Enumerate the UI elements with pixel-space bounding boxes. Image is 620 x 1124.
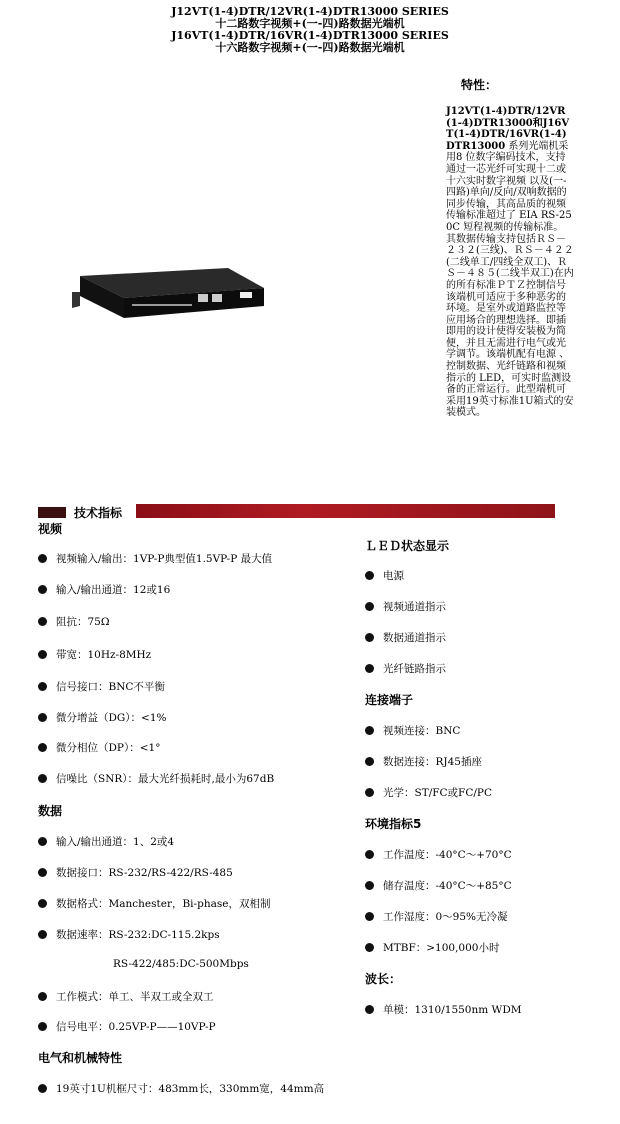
connectors-heading: 连接端子 [365, 693, 414, 707]
list-item: 信号接口：BNC不平衡 [38, 679, 165, 694]
list-item: 光纤链路指示 [365, 661, 446, 676]
bullet-icon [365, 664, 374, 673]
list-item: 19英寸1U机框尺寸：483mm长，330mm宽，44mm高 [38, 1081, 324, 1096]
video-heading: 视频 [38, 522, 63, 536]
bullet-icon [365, 850, 374, 859]
list-item: 视频通道指示 [365, 599, 446, 614]
bullet-icon [38, 899, 47, 908]
bullet-icon [365, 633, 374, 642]
mech-heading: 电气和机械特性 [38, 1051, 123, 1065]
list-item: 信噪比（SNR）：最大光纤损耗时,最小为67dB [38, 771, 274, 786]
features-heading: 特性： [461, 78, 498, 92]
bullet-icon [38, 743, 47, 752]
features-body-text: 系列光端机采用8 位数字编码技术，支持通过一芯光纤可实现十二或十六实时数字视频 以及(一-四路)单向/反向/双响数据的同步传输，其高品质的视频传输标准超过了 EIA RS-250C 短程视频的传输标准。 其数据传输支持包括ＲＳ－２３２(三线)、ＲＳ－４２２(二线单工/四线全双工)、ＲＳ－４８５(二线半双工)在内的所有标准ＰＴＺ控制信号该端机可适应于多种恶劣的环境。是室外或道路监控等应用场合的理想选择。即插即用的设计使得安装极为简便，并且无需进行电气或光学调节。该端机配有电源 、控制数据、光纤链路和视频指示的 LED，可实时监测设备的正常运行。此型端机可采用19英寸标准1U箱式的安装模式。 [446, 140, 574, 419]
bullet-icon [365, 881, 374, 890]
bullet-icon [38, 868, 47, 877]
specs-heading-bar [38, 504, 555, 518]
list-item: 数据通道指示 [365, 630, 446, 645]
bullet-icon [38, 650, 47, 659]
list-item: 光学：ST/FC或FC/PC [365, 785, 492, 800]
bullet-icon [38, 1084, 47, 1093]
page-title-block [0, 6, 620, 54]
data-rate-continuation: RS-422/485:DC-500Mbps [113, 958, 249, 970]
list-item: 阻抗：75Ω [38, 614, 110, 629]
specs-heading: 技术指标 [74, 506, 123, 520]
list-item: 微分相位（DP）：<1° [38, 740, 160, 755]
specs-bar-dark-block [38, 507, 66, 518]
wavelength-heading: 波长： [365, 972, 402, 986]
bullet-icon [365, 943, 374, 952]
title-line-1: J12VT(1-4)DTR/12VR(1-4)DTR13000 SERIES [171, 5, 449, 18]
list-item: 信号电平：0.25VP-P——10VP-P [38, 1019, 216, 1034]
features-model-text: J12VT(1-4)DTR/12VR(1-4)DTR13000和J16VT(1-4)DTR/16VR(1-4)DTR13000 [446, 106, 570, 152]
list-item: 单模：1310/1550nm WDM [365, 1002, 522, 1017]
bullet-icon [38, 1022, 47, 1031]
environment-heading: 环境指标5 [365, 817, 422, 831]
bullet-icon [38, 617, 47, 626]
bullet-icon [38, 554, 47, 563]
list-item: 微分增益（DG）：<1% [38, 710, 167, 725]
title-line-3: J16VT(1-4)DTR/16VR(1-4)DTR13000 SERIES [171, 29, 449, 42]
bullet-icon [38, 774, 47, 783]
list-item: 数据连接：RJ45插座 [365, 754, 482, 769]
list-item: 输入/输出通道：1、2或4 [38, 834, 174, 849]
list-item: 数据速率：RS-232:DC-115.2kps [38, 927, 220, 942]
list-item: 电源 [365, 568, 404, 583]
device-image [72, 262, 264, 324]
bullet-icon [38, 682, 47, 691]
title-line-4: 十六路数字视频+(一-四)路数据光端机 [215, 41, 405, 54]
list-item: 工作模式：单工、半双工或全双工 [38, 989, 214, 1004]
bullet-icon [365, 757, 374, 766]
led-heading: ＬＥＤ状态显示 [365, 539, 450, 553]
title-line-2: 十二路数字视频+(一-四)路数据光端机 [215, 17, 405, 30]
list-item: 视频连接：BNC [365, 723, 460, 738]
bullet-icon [38, 930, 47, 939]
bullet-icon [365, 788, 374, 797]
list-item: 储存温度：-40°C～+85°C [365, 878, 512, 893]
bullet-icon [38, 992, 47, 1001]
features-text [446, 106, 574, 419]
list-item: 带宽：10Hz-8MHz [38, 647, 151, 662]
data-heading: 数据 [38, 804, 63, 818]
bullet-icon [38, 713, 47, 722]
bullet-icon [365, 602, 374, 611]
bullet-icon [365, 1005, 374, 1014]
bullet-icon [38, 837, 47, 846]
bullet-icon [365, 571, 374, 580]
list-item: 输入/输出通道：12或16 [38, 582, 170, 597]
bullet-icon [38, 585, 47, 594]
bullet-icon [365, 726, 374, 735]
list-item: 工作温度：-40°C～+70°C [365, 847, 512, 862]
list-item: 工作湿度：0～95%无冷凝 [365, 909, 508, 924]
specs-bar-red-band [136, 504, 555, 518]
list-item: MTBF：>100,000小时 [365, 940, 499, 955]
bullet-icon [365, 912, 374, 921]
list-item: 数据格式：Manchester，Bi-phase，双相制 [38, 896, 270, 911]
list-item: 数据接口：RS-232/RS-422/RS-485 [38, 865, 233, 880]
list-item: 视频输入/输出：1VP-P典型值1.5VP-P 最大值 [38, 551, 272, 566]
